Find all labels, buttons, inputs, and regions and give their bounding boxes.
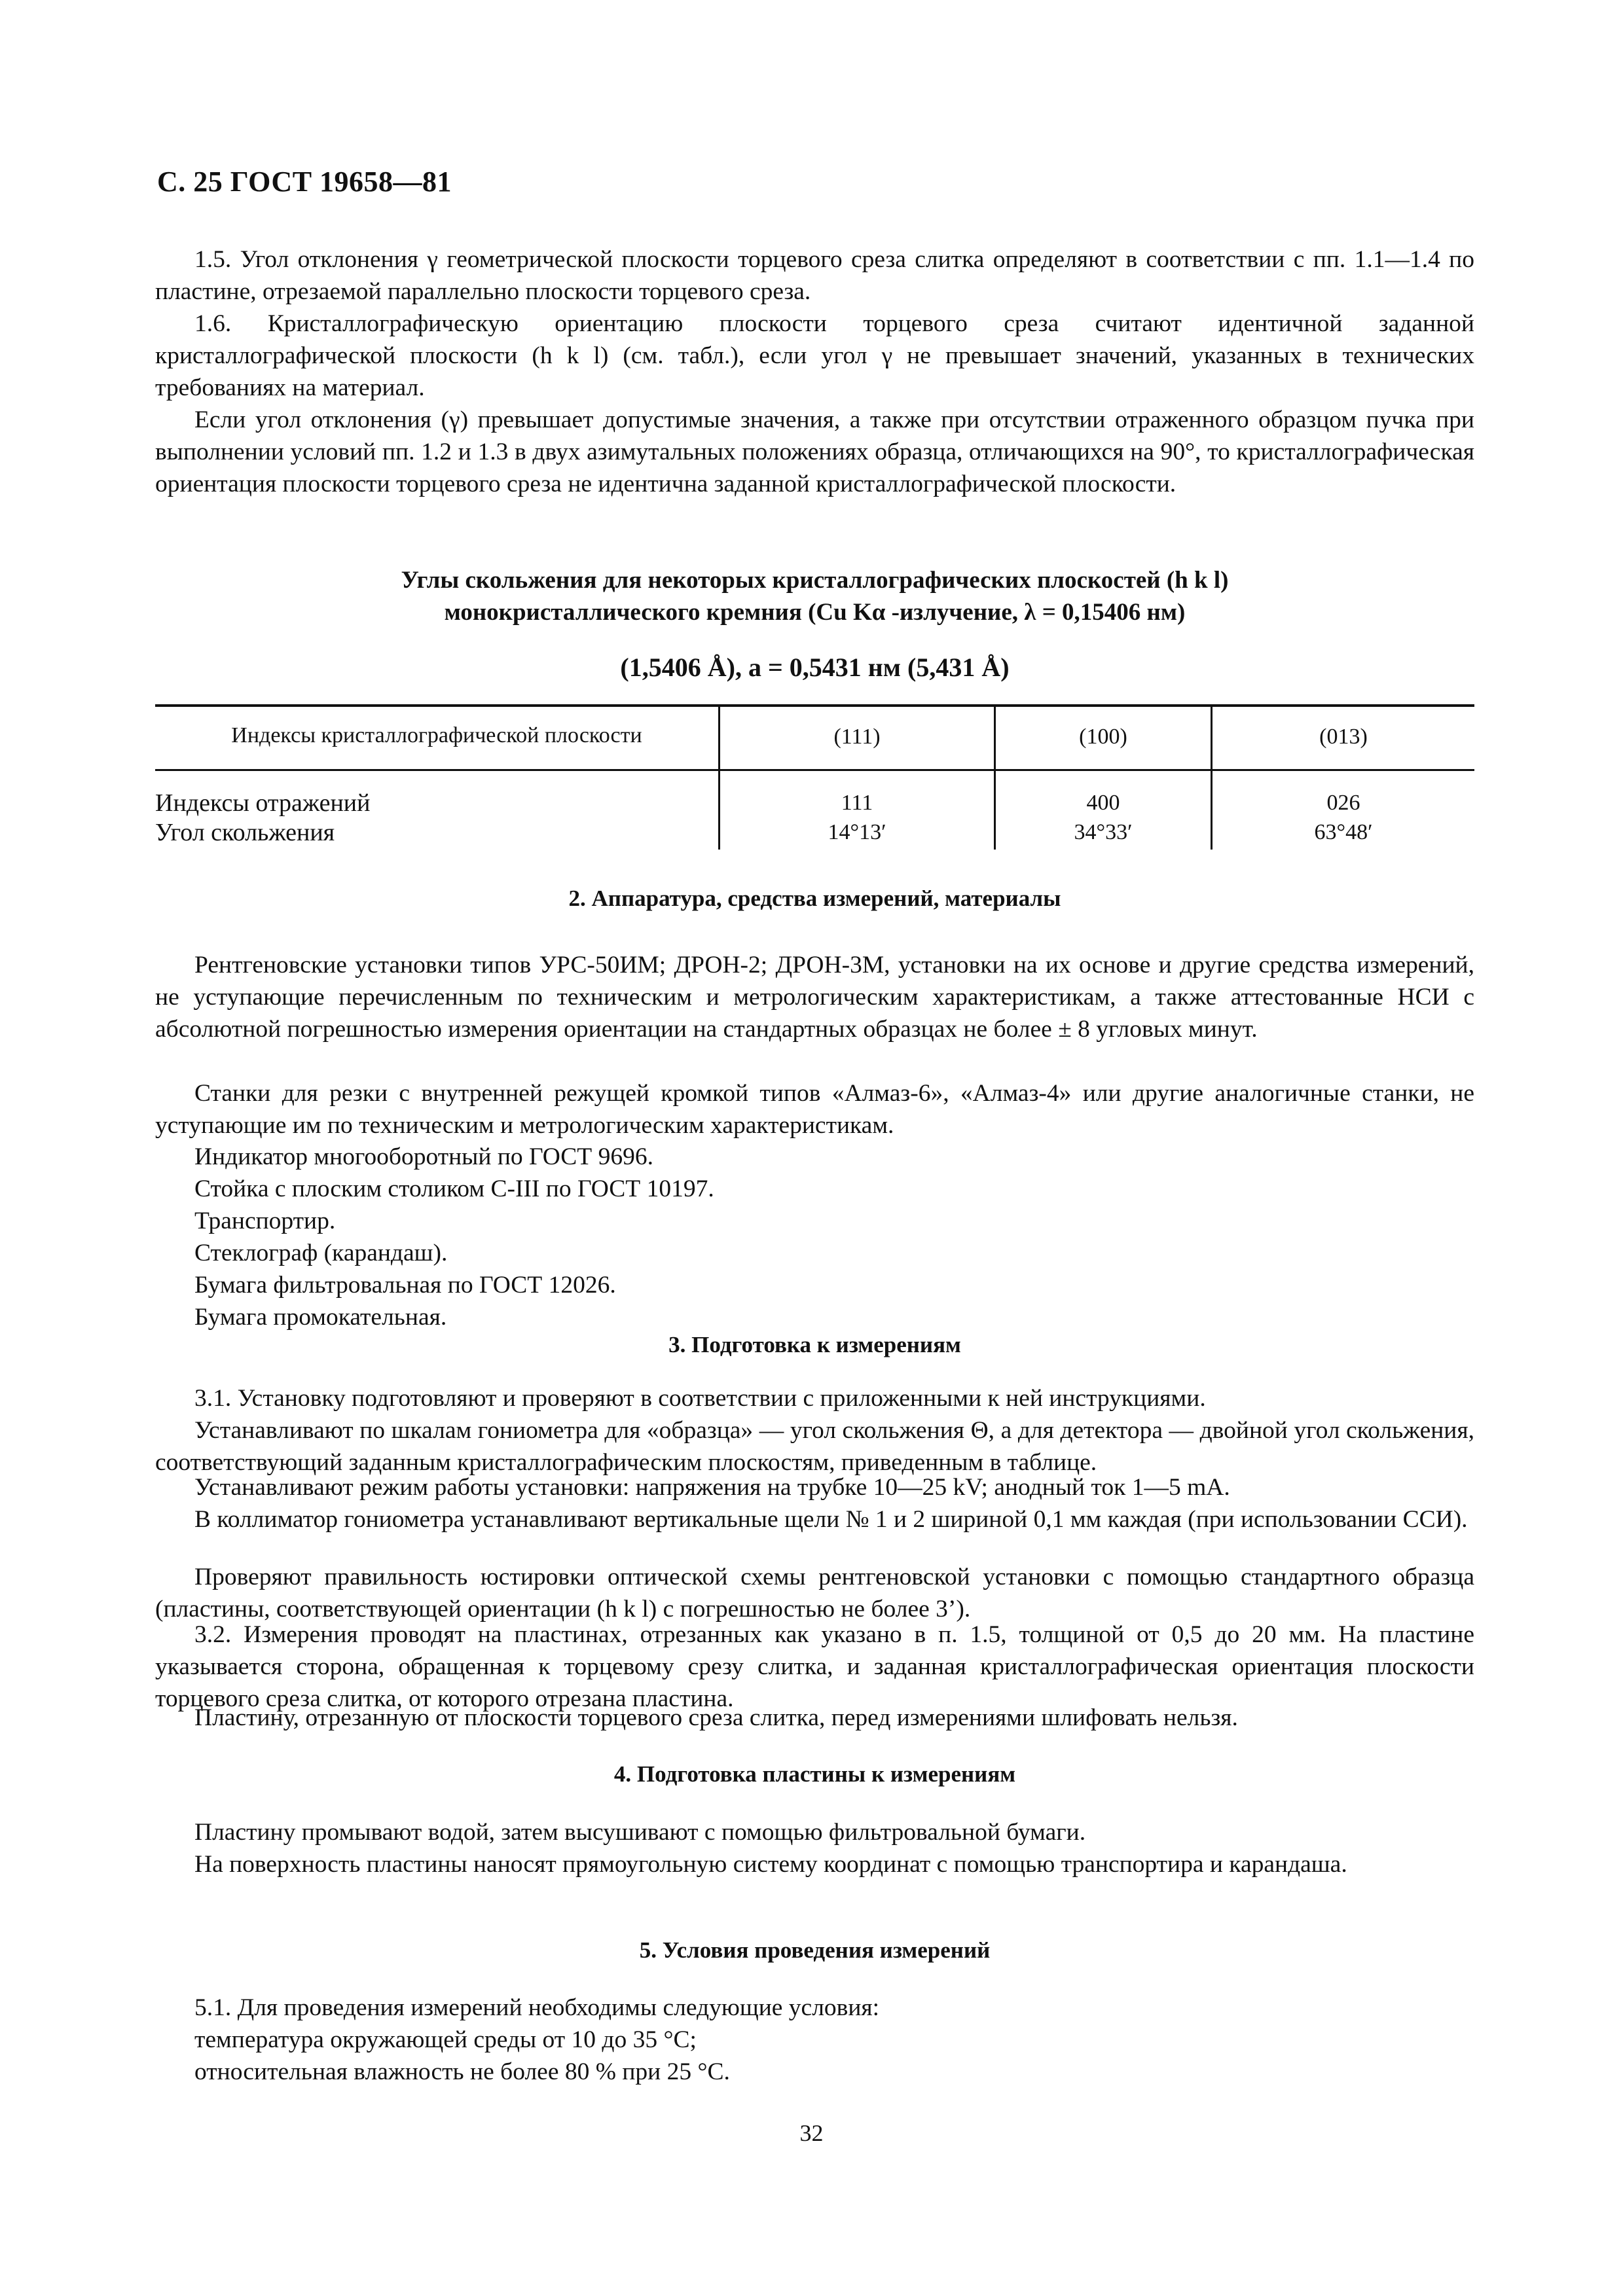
paragraph-3-1: 3.1. Установку подготовляют и проверяют в соответствии с приложенными к ней инструкциями. (194, 1385, 1206, 1412)
table-header-label: Индексы кристаллографической плоскости (231, 723, 642, 747)
paragraph-equipment: Рентгеновские установки типов УРС-50ИМ; ДРОН-2; ДРОН-3М, установки на их основе и другие средства измерений, не уступающие перечисленным по техническим и метрологическим характеристикам, а также аттестованные НСИ с абсолютной погрешностью измерения ориентации на стандартных образцах не более ± 8 угловых минут. (155, 952, 1474, 1043)
paragraph-1-5: 1.5. Угол отклонения γ геометрической плоскости торцевого среза слитка определяют в соответствии с пп. 1.1—1.4 по пластине, отрезаемой параллельно плоскости торцевого среза. (155, 246, 1474, 305)
paragraph-5-1: 5.1. Для проведения измерений необходимы следующие условия: (194, 1994, 880, 2021)
table-cell: 63°48′ (1314, 820, 1373, 844)
table-row-label: Индексы отражений (155, 789, 371, 817)
table-caption-line-2: монокристаллического кремния (Cu Kα -излучение, λ = 0,15406 нм) (444, 599, 1186, 626)
list-item: Бумага промокательная. (194, 1304, 447, 1331)
table-header-rule (155, 769, 1474, 771)
section-4-title: 4. Подготовка пластины к измерениям (613, 1761, 1016, 1787)
table-header-plane: (111) (833, 725, 881, 749)
table-row-label: Угол скольжения (155, 819, 335, 846)
table-caption-line-3: (1,5406 Å), a = 0,5431 нм (5,431 Å) (620, 653, 1010, 682)
list-item: Стеклограф (карандаш). (194, 1240, 448, 1266)
paragraph-no-grinding: Пластину, отрезанную от плоскости торцевого среза слитка, перед измерениями шлифовать нельзя. (194, 1704, 1238, 1731)
list-item: температура окружающей среды от 10 до 35 °С; (194, 2026, 697, 2053)
paragraph-3-2: 3.2. Измерения проводят на пластинах, отрезанных как указано в п. 1.5, толщиной от 0,5 до 20 мм. На пластине указывается сторона, обращенная к торцевому срезу слитка, и заданная кристаллографическая ориентация плоскости торцевого среза слитка, от которого отрезана пластина. (155, 1621, 1474, 1712)
paragraph-alignment: Проверяют правильность юстировки оптической схемы рентгеновской установки с помощью стандартного образца (пластины, соответствующей ориентации (h k l) с погрешностью не более 3’). (155, 1564, 1474, 1623)
page-header: С. 25 ГОСТ 19658—81 (157, 166, 452, 198)
page-number: 32 (799, 2120, 824, 2146)
table-header-plane: (100) (1079, 725, 1127, 749)
list-item: Бумага фильтровальная по ГОСТ 12026. (194, 1272, 616, 1299)
paragraph-mode: Устанавливают режим работы установки: напряжения на трубке 10—25 kV; анодный ток 1—5 mA. (194, 1474, 1230, 1501)
paragraph-deviation: Если угол отклонения (γ) превышает допустимые значения, а также при отсутствии отраженного образцом пучка при выполнении условий пп. 1.2 и 1.3 в двух азимутальных положениях образца, отличающихся на 90°, то кристаллографическая ориентация плоскости торцевого среза не идентична заданной кристаллографической плоскости. (155, 406, 1474, 497)
table-cell: 14°13′ (828, 820, 886, 844)
table-header-plane: (013) (1319, 725, 1368, 749)
table-caption-line-1: Углы скольжения для некоторых кристаллографических плоскостей (h k l) (401, 567, 1229, 594)
paragraph-collimator: В коллиматор гониометра устанавливают вертикальные щели № 1 и 2 шириной 0,1 мм каждая (при использовании ССИ). (194, 1506, 1468, 1533)
section-3-title: 3. Подготовка к измерениям (668, 1332, 961, 1357)
list-item: Стойка с плоским столиком С-III по ГОСТ 10197. (194, 1175, 714, 1202)
paragraph-goniometer: Устанавливают по шкалам гониометра для «образца» — угол скольжения Θ, а для детектора — двойной угол скольжения, соответствующий заданным кристаллографическим плоскостям, приведенным в таблице. (155, 1417, 1474, 1476)
paragraph-coordinates: На поверхность пластины наносят прямоугольную систему координат с помощью транспортира и карандаша. (194, 1851, 1347, 1878)
section-5-title: 5. Условия проведения измерений (639, 1937, 991, 1963)
table-cell: 111 (841, 791, 873, 815)
list-item: Транспортир. (194, 1208, 336, 1234)
paragraph-wash: Пластину промывают водой, затем высушивают с помощью фильтровальной бумаги. (194, 1819, 1086, 1846)
list-item: Индикатор многооборотный по ГОСТ 9696. (194, 1143, 653, 1170)
section-2-title: 2. Аппаратура, средства измерений, материалы (568, 886, 1061, 911)
table-top-rule (155, 704, 1474, 707)
table-cell: 34°33′ (1074, 820, 1133, 844)
paragraph-1-6: 1.6. Кристаллографическую ориентацию плоскости торцевого среза считают идентичной заданной кристаллографической плоскости (h k l) (см. табл.), если угол γ не превышает значений, указанных в технических требованиях на материал. (155, 310, 1474, 401)
list-item: относительная влажность не более 80 % при 25 °С. (194, 2058, 730, 2085)
table-cell: 026 (1326, 791, 1360, 815)
paragraph-machines: Станки для резки с внутренней режущей кромкой типов «Алмаз-6», «Алмаз-4» или другие аналогичные станки, не уступающие им по техническим и метрологическим характеристикам. (155, 1080, 1474, 1139)
table-cell: 400 (1086, 791, 1120, 815)
